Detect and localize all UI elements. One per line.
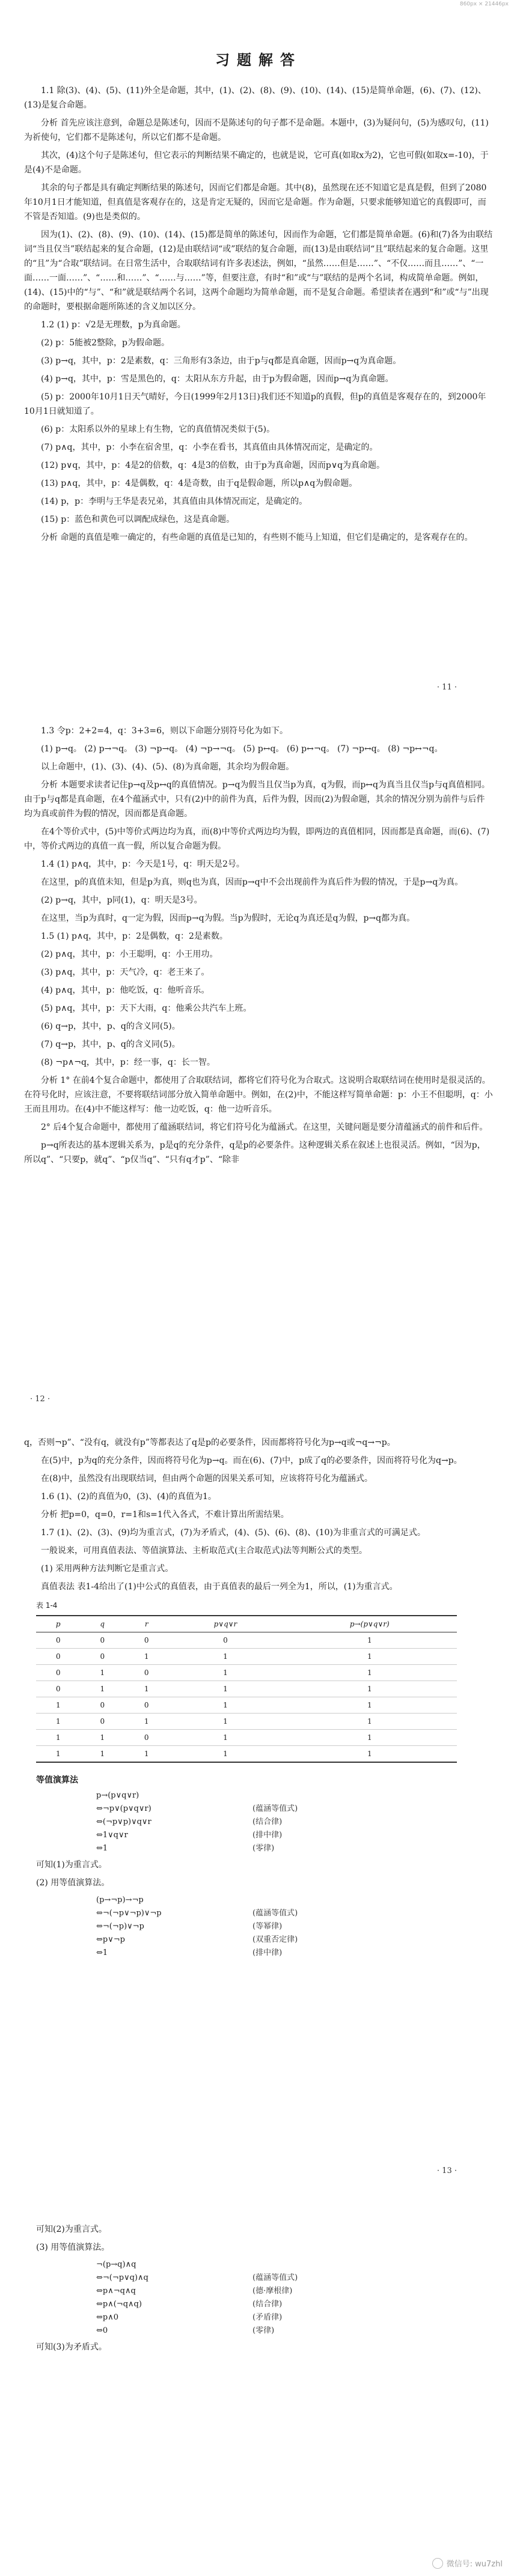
table-row [36,1632,457,1649]
paragraph: 1.2 (1) p：√2是无理数，p为真命题。 [41,320,186,330]
calc-expr: ⇔1 [96,1948,108,1957]
paragraph: 在这里，当p为真时，q一定为假，因而p→q为假。当p为假时，无论q为真还是q为假，p→q都为真。 [41,914,415,923]
table-cell: 1 [124,1746,168,1763]
paragraph: (7) p∧q，其中，p：小李在宿舍里，q：小李在看书，其真值由具体情况而定，是确定的。 [41,443,378,452]
page-title: 习题解答 [215,52,302,68]
table-cell: 1 [81,1681,125,1697]
table-cell: 1 [124,1714,168,1730]
calc-expr: ⇔1 [96,1844,108,1853]
table-cell: 1 [283,1632,457,1649]
calc-law: (矛盾律) [252,2313,283,2322]
paragraph: 分析 命题的真值是唯一确定的，有些命题的真值是已知的，有些则不能马上知道，但它们是确定的，是客观存在的。 [41,533,473,542]
paragraph: 其次，(4)这个句子是陈述句，但它表示的判断结果不确定的，也就是说，它可真(如取x为2)，它也可假(如取x=-10)，于是(4)不是命题。 [24,151,489,175]
truth-table [36,1615,457,1763]
table-cell: 0 [124,1730,168,1746]
paragraph: (3) p∧q，其中，p：天气冷，q：老王来了。 [41,968,210,977]
calc-expr: ⇔p∧(¬q∧q) [96,2300,142,2309]
paragraph: 1.6 (1)、(2)的真值为0，(3)、(4)的真值为1。 [41,1492,216,1502]
table-cell: 1 [36,1697,81,1714]
calc-row [96,2285,493,2298]
calc-law: (排中律) [252,1948,283,1957]
table-cell: 0 [36,1681,81,1697]
table-cell: 1 [283,1714,457,1730]
table-cell: 0 [124,1632,168,1649]
paragraph: (1) 采用两种方法判断它是重言式。 [41,1564,174,1574]
table-header: r [124,1616,168,1632]
table-cell: 0 [81,1649,125,1665]
table-cell: 1 [283,1746,457,1763]
paragraph: (13) p∧q，其中，p：4是偶数，q：4是奇数，由于q是假命题，所以p∧q为假命题。 [41,479,358,488]
paragraph: (5) p∧q，其中，p：天下大雨，q：他乘公共汽车上班。 [41,1004,252,1013]
paragraph: 以上命题中，(1)、(3)、(4)、(5)、(8)为真命题，其余均为假命题。 [41,762,295,772]
calc-expr: ⇔0 [96,2326,108,2335]
calc-expr: ⇔p∧¬q∧q [96,2287,136,2296]
table-cell: 1 [81,1665,125,1681]
calc-expr: p→(p∨q∨r) [96,1791,139,1800]
calc-law: (蕴涵等值式) [252,1804,298,1813]
calc-law: (结合律) [252,2300,283,2309]
page-number: · 11 · [436,683,457,692]
sheet-page-12 [24,724,493,1408]
calc-head [96,1789,493,1802]
paragraph: (2) p∧q，其中，p：小王聪明，q：小王用功。 [41,950,218,959]
paragraph: 1.1 除(3)、(4)、(5)、(11)外全是命题，其中，(1)、(2)、(8)、(9)、(10)、(14)、(15)是简单命题，(6)、(7)、(12)、(13)是复合命题。 [24,86,486,110]
watermark [432,2557,503,2569]
table-cell: 1 [124,1681,168,1697]
calc-row [96,1920,493,1933]
sheet-page-13 [24,1435,493,2180]
table-cell: 1 [124,1649,168,1665]
table-cell: 1 [168,1746,282,1763]
table-cell: 1 [168,1730,282,1746]
paragraph: 1.5 (1) p∧q，其中，p：2是偶数，q：2是素数。 [41,932,228,941]
paragraph: 其余的句子都是具有确定判断结果的陈述句，因而它们都是命题。其中(8)，虽然现在还不知道它是真是假，但到了2080年10月1日才能知道，但真值是客观存在的，这是肯定无疑的，因而它是命题。作为命题，只要求能够知道它的真假即可，而不管是否知道。(9)也是类似的。 [24,183,487,222]
calc-row [96,2271,493,2285]
calc-row [96,1829,493,1842]
wechat-icon [432,2558,443,2569]
table-cell: 1 [36,1714,81,1730]
table-cell: 1 [81,1730,125,1746]
table-row [36,1649,457,1665]
equivalence-calculation-2 [96,1894,493,1960]
paragraph: 分析 首先应该注意到，命题总是陈述句，因而不是陈述句的句子都不是命题。本题中，(3)为疑问句，(5)为感叹句，(11)为祈使句，它们都不是陈述句，所以它们都不是命题。 [24,118,489,142]
paragraph: (6) q→p，其中，p、q的含义同(5)。 [41,1022,180,1031]
paragraph: (7) q→p，其中，p、q的含义同(5)。 [41,1040,180,1049]
paragraph: 分析 把p=0，q=0，r=1和s=1代入各式，不难计算出所需结果。 [41,1510,289,1520]
paragraph: (15) p：蓝色和黄色可以调配成绿色，这是真命题。 [41,515,235,524]
paragraph: 在4个等价式中，(5)中等价式两边均为真，而(8)中等价式两边均为假，即两边的真值相同，因而都是真命题，而(6)、(7)中，等价式两边的真值一真一假，所以复合命题为假。 [24,827,490,851]
table-row [36,1665,457,1681]
calc-law: (排中律) [252,1831,283,1840]
table-cell: 0 [81,1697,125,1714]
page-number: · 12 · [30,1395,50,1404]
table-row [36,1746,457,1763]
calc-expr: ⇔¬(¬p∨¬p)∨¬p [96,1909,162,1918]
table-cell: 1 [168,1681,282,1697]
paragraph: (4) p→q，其中，p：雪是黑色的，q：太阳从东方升起，由于p为假命题，因而p→q为真命题。 [41,374,394,384]
calc-law: (结合律) [252,1817,283,1826]
table-row [36,1714,457,1730]
calc-row [96,1933,493,1947]
paragraph: 一般说来，可用真值表法、等值演算法、主析取范式(主合取范式)法等判断公式的类型。 [41,1546,367,1556]
table-cell: 1 [283,1697,457,1714]
paragraph: 可知(3)为矛盾式。 [36,2342,107,2352]
paragraph: 可知(1)为重言式。 [36,1860,107,1870]
paragraph: 在(5)中，p为q的充分条件，因而将符号化为p→q。而在(6)、(7)中，p成了q的必要条件，因而将符号化为q→p。 [41,1456,462,1465]
calc-expr: ⇔1∨q∨r [96,1831,128,1840]
calc-law: (蕴涵等值式) [252,2273,298,2282]
table-header: p [36,1616,81,1632]
calc-expr: ⇔¬(¬p∨q)∧q [96,2273,148,2282]
paragraph: 2° 后4个复合命题中，都使用了蕴涵联结词，将它们符号化为蕴涵式。在这里，关键问题是要分清蕴涵式的前件和后件。 [41,1123,488,1132]
paragraph: (4) p∧q，其中，p：他吃饭，q：他听音乐。 [41,986,210,995]
calc-row [96,2298,493,2311]
table-row [36,1730,457,1746]
table-cell: 1 [36,1746,81,1763]
calc-expr: ⇔(¬p∨p)∨q∨r [96,1817,151,1826]
table-caption: 表 1-4 [36,1601,58,1610]
table-cell: 1 [283,1649,457,1665]
equivalence-calculation-3 [96,2258,493,2338]
watermark-text: 微信号: wu7zhl [446,2560,503,2569]
table-cell: 1 [81,1746,125,1763]
paragraph: p→q所表达的基本逻辑关系为，p是q的充分条件，q是p的必要条件。这种逻辑关系在叙述上也很灵活。例如，“因为p，所以q”、“只要p，就q”、“p仅当q”、“只有q才p”、“除非 [24,1141,486,1165]
table-cell: 0 [124,1697,168,1714]
table-cell: 1 [283,1730,457,1746]
paragraph: (2) 用等值演算法。 [36,1878,110,1888]
paragraph: (6) p：太阳系以外的星球上有生物，它的真值情况类似于(5)。 [41,425,275,434]
table-row [36,1697,457,1714]
sheet-page-14 [24,2198,493,2559]
paragraph: 1.3 令p：2+2=4，q：3+3=6，则以下命题分别符号化为如下。 [41,726,289,736]
calc-expr: ⇔¬p∨(p∨q∨r) [96,1804,151,1813]
calc-head [96,2258,493,2271]
table-header: p∨q∨r [168,1616,282,1632]
paragraph: 1.4 (1) p∧q，其中，p：今天是1号，q：明天是2号。 [41,859,245,869]
paragraph: (2) p→q，其中，p同(1)，q：明天是3号。 [41,896,203,905]
paragraph: (2) p：5能被2整除，p为假命题。 [41,338,170,348]
table-cell: 0 [36,1665,81,1681]
table-cell: 0 [81,1632,125,1649]
paragraph: (1) p→q。 (2) p→¬q。 (3) ¬p→q。 (4) ¬p→¬q。 (5) p↔q。 (6) p↔¬q。 (7) ¬p↔q。 (8) ¬p↔¬q。 [41,744,443,754]
calc-law: (双重否定律) [252,1935,298,1944]
paragraph: 在这里，p的真值未知，但是p为真，则q也为真，因而p→q中不会出现前件为真后件为假的情况，于是p→q为真。 [41,877,463,887]
table-cell: 1 [36,1730,81,1746]
calc-expr: ⇔p∨¬p [96,1935,125,1944]
dimension-label: 860px × 21446px [459,1,509,7]
table-cell: 0 [36,1632,81,1649]
paragraph: 可知(2)为重言式。 [36,2225,107,2234]
paragraph: q，否则¬p”、“没有q，就没有p”等都表达了q是p的必要条件，因而都将符号化为p→q或¬q→¬p。 [24,1438,396,1447]
paragraph: 分析 1° 在前4个复合命题中，都使用了合取联结词，都将它们符号化为合取式。这说明合取联结词在使用时是很灵活的。在符号化时，应该注意，不要将联结词部分放入简单命题中。例如，在(2)中，不能这样写简单命题：p：小王不但聪明，q：小王而且用功。在(4)中不能这样写：他一边吃饭，q：他一边听音乐。 [24,1076,493,1114]
paragraph: 因为(1)、(2)、(8)、(9)、(10)、(14)、(15)都是简单的陈述句，因而作为命题，它们都是简单命题。(6)和(7)各为由联结词“当且仅当”联结起来的复合命题，(12)是由联结词“或”联结的复合命题，而(13)是由联结词“且”联结起来的复合命题。这里的“且”为“合取”联结词。在日常生活中，合取联结词有许多表述法，例如，“虽然……但是……”、“不仅……而且……”、“一面……一面……”、“……和……”、“……与……”等，但要注意，有时“和”或“与”联结的是两个名词，构成简单命题。例如，(14)、(15)中的“与”、“和”就是联结两个名词，这两个命题均为简单命题，而不是复合命题。希望读者在遇到“和”或“与”出现的命题时，要根据命题所陈述的含义加以区分。 [24,230,493,312]
calc-expr: (p→¬p)→¬p [96,1896,144,1905]
calc-expr: ¬(p→q)∧q [96,2260,136,2269]
paragraph: (12) p∨q，其中，p：4是2的倍数，q：4是3的倍数，由于p为真命题，因而p∨q为真命题。 [41,461,385,470]
table-cell: 1 [168,1697,282,1714]
calc-row [96,2311,493,2324]
table-cell: 1 [168,1665,282,1681]
calc-law: (零律) [252,1844,275,1853]
table-header: q [81,1616,125,1632]
table-row [36,1681,457,1697]
equivalence-calculation-1 [96,1789,493,1855]
table-cell: 1 [283,1665,457,1681]
calc-head [96,1894,493,1907]
method-title: 等值演算法 [36,1775,78,1785]
table-cell: 0 [124,1665,168,1681]
paragraph: (8) ¬p∧¬q，其中，p：经一事，q：长一智。 [41,1058,215,1067]
paragraph: 分析 本题要求读者记住p→q及p↔q的真值情况。p→q为假当且仅当p为真，q为假，而p↔q为真当且仅当p与q真值相同。由于p与q都是真命题，在4个蕴涵式中，只有(2)中的前件为真，后件为假，因而(2)为假命题，其余的情况分别为前件与后件均为真或前件为假的情况，因而都是真命题。 [24,780,490,819]
paragraph: 1.7 (1)、(2)、(3)、(9)均为重言式，(7)为矛盾式，(4)、(5)、(6)、(8)、(10)为非重言式的可满足式。 [41,1528,426,1538]
table-cell: 0 [36,1649,81,1665]
calc-law: (等幂律) [252,1922,283,1931]
calc-row [96,2324,493,2338]
paragraph: (5) p：2000年10月1日天气晴好，今日(1999年2月13日)我们还不知道p的真假，但p的真值是客观存在的，到2000年10月1日就知道了。 [24,392,486,416]
table-cell: 0 [168,1632,282,1649]
calc-row [96,1842,493,1855]
paragraph: (3) 用等值演算法。 [36,2243,110,2252]
calc-row [96,1816,493,1829]
sheet-page-11 [24,24,493,697]
table-cell: 1 [168,1649,282,1665]
calc-law: (德·摩根律) [252,2287,293,2296]
paragraph: (3) p→q，其中，p：2是素数，q：三角形有3条边，由于p与q都是真命题，因而p→q为真命题。 [41,356,402,366]
table-cell: 1 [283,1681,457,1697]
calc-law: (零律) [252,2326,275,2335]
page-number: · 13 · [436,2166,457,2175]
table-cell: 0 [81,1714,125,1730]
table-header: p→(p∨q∨r) [283,1616,457,1632]
calc-expr: ⇔¬(¬p)∨¬p [96,1922,144,1931]
paragraph: 真值表法 表1-4给出了(1)中公式的真值表，由于真值表的最后一列全为1，所以，(1)为重言式。 [41,1582,398,1592]
calc-law: (蕴涵等值式) [252,1909,298,1918]
calc-row [96,1802,493,1816]
calc-expr: ⇔p∧0 [96,2313,119,2322]
paragraph: (14) p，p：李明与王华是表兄弟，其真值由具体情况而定，是确定的。 [41,497,308,506]
paragraph: 在(8)中，虽然没有出现联结词，但由两个命题的因果关系可知，应该将符号化为蕴涵式。 [41,1474,373,1483]
table-cell: 1 [168,1714,282,1730]
calc-row [96,1907,493,1920]
calc-row [96,1947,493,1960]
